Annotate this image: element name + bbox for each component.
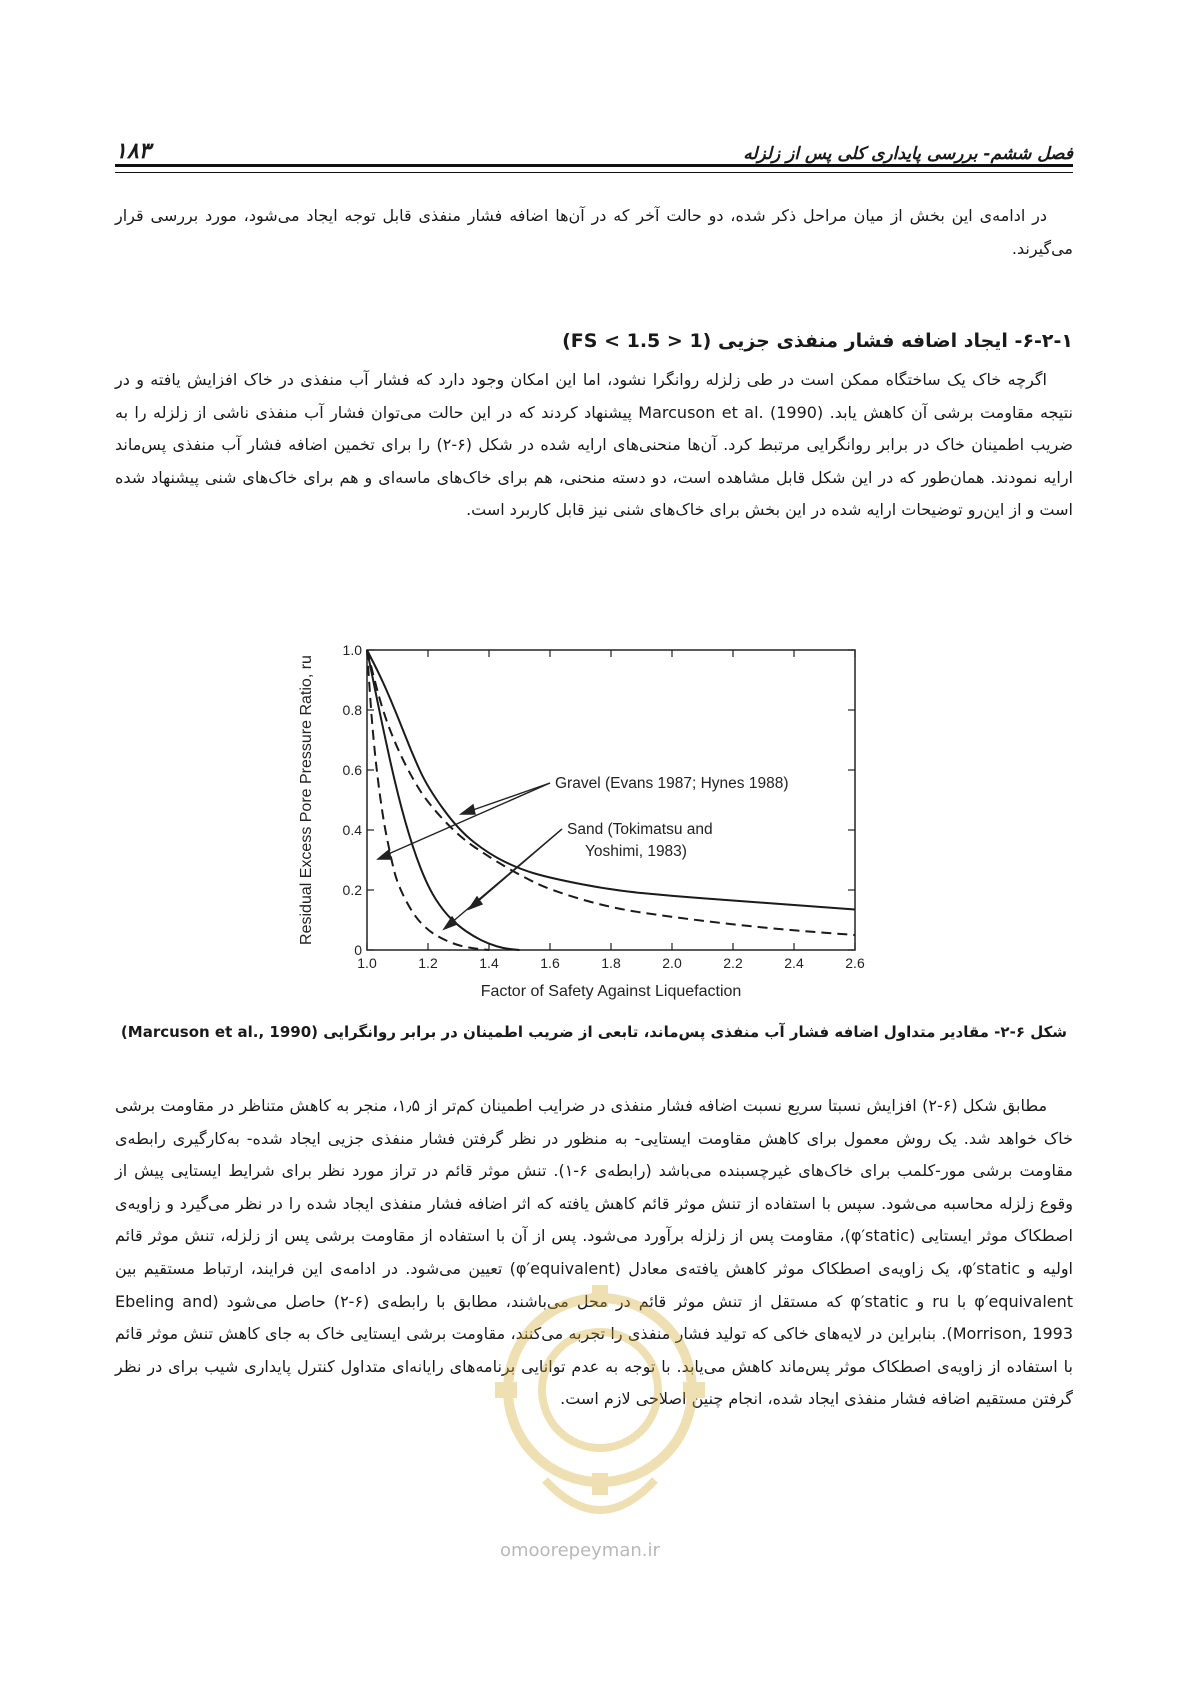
x-axis-ticks [357,650,865,971]
x-tick-label: 1.2 [418,955,438,971]
section-heading: ۶-۲-۱- ایجاد اضافه فشار منفذی جزیی (1 < FS < 1.5) [562,330,1073,352]
y-tick-label: 0.6 [342,762,362,778]
page-number: ۱۸۳ [115,138,151,164]
y-tick-label: 0.2 [342,882,362,898]
paragraph-3: مطابق شکل (۶-۲) افزایش نسبتا سریع نسبت اضافه فشار منفذی در ضرایب اطمینان کم‌تر از ۱٫۵، منجر به کاهش متناظر در مقاومت برشی خاک خواهد شد. یک روش معمول برای کاهش مقاومت ایستایی- به منظور در نظر گرفتن فشار منفذی جزیی ایجاد شده- به‌کارگیری رابطه‌ی مقاومت برشی مور-کلمب برای خاک‌های غیرچسبنده می‌باشد (رابطه‌ی ۶-۱). تنش موثر قائم در تراز مورد نظر برای شرایط ایستایی پیش از وقوع زلزله محاسبه می‌شود. سپس با استفاده از تنش موثر قائم کاهش یافته که اثر اضافه فشار منفذی ایجاد شده را در نظر می‌گیرد و زاویه‌ی اصطکاک موثر ایستایی (φ′static)، مقاومت پس از زلزله برآورد می‌شود. پس از آن با استفاده از مقاومت برشی پس از زلزله، تنش موثر قائم اولیه و φ′static، یک زاویه‌ی اصطکاک موثر کاهش یافته‌ی معادل (φ′equivalent) تعیین می‌شود. در ادامه‌ی این فرایند، ارتباط مستقیم بین φ′equivalent با ru و φ′static که مستقل از تنش موثر قائم در محل می‌باشند، مطابق با رابطه‌ی (۶-۲) حاصل می‌شود (Ebeling and Morrison, 1993). بنابراین در لایه‌های خاکی که تولید فشار منفذی را تجربه می‌کنند، مقاومت برشی ایستایی خاک به جای کاهش تنش موثر قائم با استفاده از زاویه‌ی اصطکاک موثر پس‌ماند کاهش می‌یابد. با توجه به عدم توانایی برنامه‌های رایانه‌ای متداول کنترل پایداری شیب برای در نظر گرفتن مستقیم اضافه فشار منفذی ایجاد شده، انجام چنین اصلاحی لازم است. [115,1096,1074,1409]
y-axis-ticks [343,642,855,958]
paragraph-2: اگرچه خاک یک ساختگاه ممکن است در طی زلزله روانگرا نشود، اما این امکان وجود دارد که فشار آب منفذی در خاک افزایش یافته و در نتیجه مقاومت برشی آن کاهش یابد. Marcuson et al. (1990) پیشنهاد کردند که در این حالت می‌توان فشار آب منفذی ناشی از زلزله را به ضریب اطمینان خاک در برابر روانگرایی مرتبط کرد. آن‌ها منحنی‌های ارایه شده در شکل (۶-۲) را برای تخمین اضافه فشار آب منفذی پس‌ماند ارایه نمودند. همان‌طور که در این شکل قابل مشاهده است، دو دسته منحنی، هم برای خاک‌های ماسه‌ای و هم برای خاک‌های شنی پیشنهاد شده است و از این‌رو توضیحات ارایه شده در این بخش برای خاک‌های شنی نیز قابل کاربرد است. [115,370,1074,520]
figure-caption: شکل ۶-۲- مقادیر متداول اضافه فشار آب منفذی پس‌ماند، تابعی از ضریب اطمینان در برابر روانگرایی (Marcuson et al., 1990) [120,1023,1068,1041]
gravel-arrows [378,783,550,859]
sand-solid-curve [367,650,520,950]
x-tick-label: 1.6 [540,955,560,971]
figure-6-2 [295,640,875,1012]
sand-arrows [444,829,562,929]
y-tick-label: 0 [354,942,362,958]
gravel-arrow-dashed [386,783,550,855]
watermark-text: omoorepeyman.ir [500,1540,660,1561]
chart-curves [367,650,855,950]
sand-dashed-curve [367,650,489,950]
page-header [115,126,1073,164]
header-rule [115,164,1073,170]
intro-paragraph-block [115,200,1073,265]
paragraph-3-block [115,1090,1073,1416]
y-tick-label: 0.4 [342,822,362,838]
x-tick-label: 1.8 [601,955,621,971]
running-title: فصل ششم- بررسی پایداری کلی پس از زلزله [743,144,1073,164]
intro-paragraph: در ادامه‌ی این بخش از میان مراحل ذکر شده، دو حالت آخر که در آن‌ها اضافه فشار منفذی قابل توجه ایجاد می‌شود، مورد بررسی قرار می‌گیرند. [115,206,1073,258]
gravel-label: Gravel (Evans 1987; Hynes 1988) [555,775,789,792]
y-tick-label: 1.0 [342,642,362,658]
x-tick-label: 2.6 [845,955,865,971]
x-tick-label: 2.0 [662,955,682,971]
gravel-arrow-solid-head [461,805,475,814]
gravel-arrow-solid [470,783,550,811]
paragraph-2-block [115,364,1073,527]
sand-label-line-1: Sand (Tokimatsu and [567,821,713,838]
sand-label-line-2: Yoshimi, 1983) [585,843,687,860]
x-tick-label: 2.4 [784,955,804,971]
y-tick-label: 0.8 [342,702,362,718]
gravel-arrow-dashed-head [378,850,391,859]
x-tick-label: 2.2 [723,955,743,971]
gravel-dashed-curve [367,650,855,935]
x-tick-label: 1.0 [357,955,377,971]
pore-pressure-chart [295,640,875,1012]
x-axis-label: Factor of Safety Against Liquefaction [480,983,742,1000]
y-axis-label: Residual Excess Pore Pressure Ratio, ru [298,655,315,945]
x-tick-label: 1.4 [479,955,499,971]
